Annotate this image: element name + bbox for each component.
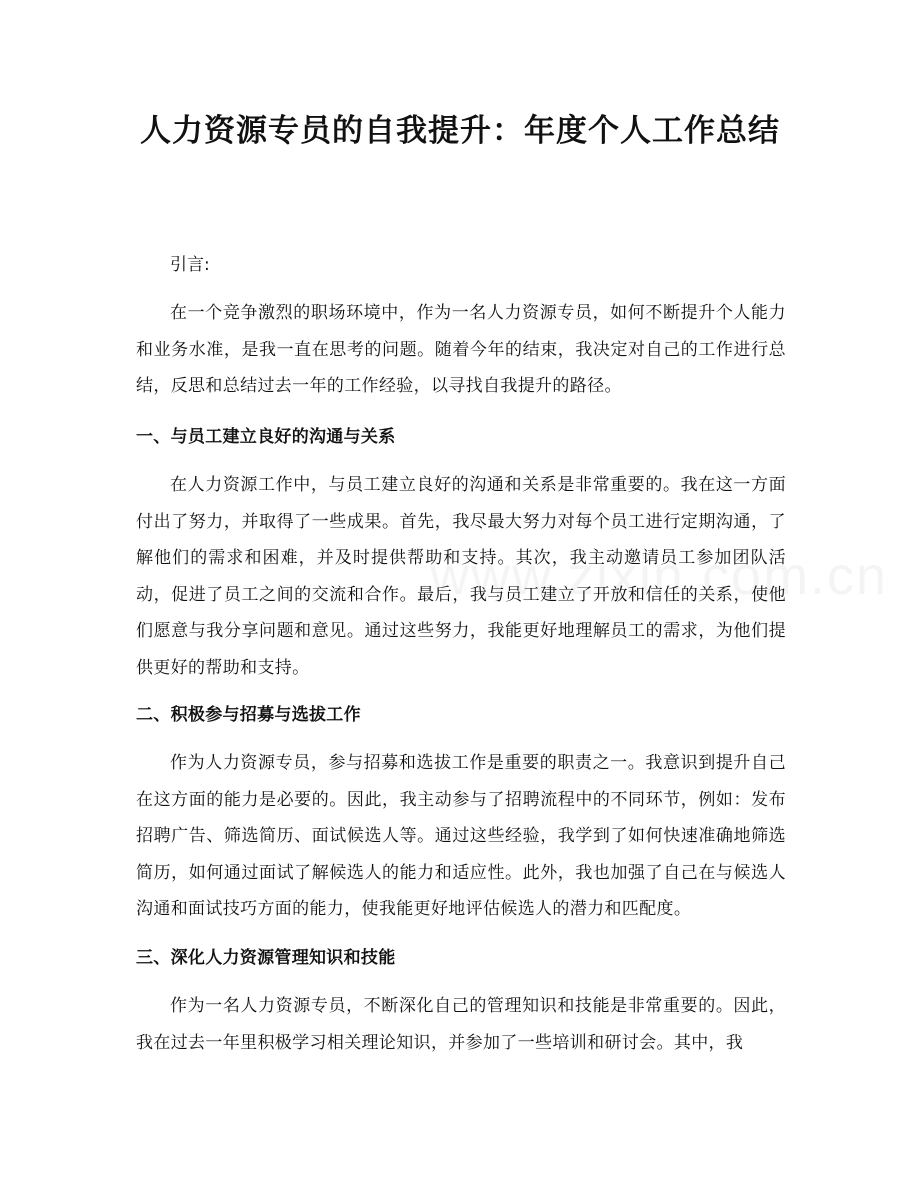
section-heading-3: 三、深化人力资源管理知识和技能: [136, 948, 396, 968]
intro-label: 引言:: [170, 255, 210, 275]
document-title: 人力资源专员的自我提升：年度个人工作总结: [140, 113, 780, 149]
intro-paragraph: 在一个竞争激烈的职场环境中，作为一名人力资源专员，如何不断提升个人能力和业务水准，是我一直在思考的问题。随着今年的结束，我决定对自己的工作进行总结，反思和总结过去一年的工作经验，以寻找自我提升的路径。: [136, 303, 786, 396]
section-heading-1: 一、与员工建立良好的沟通与关系: [136, 427, 396, 447]
section-paragraph-1: 在人力资源工作中，与员工建立良好的沟通和关系是非常重要的。我在这一方面付出了努力，并取得了一些成果。首先，我尽最大努力对每个员工进行定期沟通，了解他们的需求和困难，并及时提供帮助和支持。其次，我主动邀请员工参加团队活动，促进了员工之间的交流和合作。最后，我与员工建立了开放和信任的关系，使他们愿意与我分享问题和意见。通过这些努力，我能更好地理解员工的需求，为他们提供更好的帮助和支持。: [136, 475, 786, 678]
section-heading-2: 二、积极参与招募与选拔工作: [136, 705, 361, 725]
section-paragraph-3: 作为一名人力资源专员，不断深化自己的管理知识和技能是非常重要的。因此，我在过去一年里积极学习相关理论知识，并参加了一些培训和研讨会。其中，我: [136, 996, 786, 1053]
section-paragraph-2: 作为人力资源专员，参与招募和选拔工作是重要的职责之一。我意识到提升自己在这方面的能力是必要的。因此，我主动参与了招聘流程中的不同环节，例如：发布招聘广告、筛选简历、面试候选人等。通过这些经验，我学到了如何快速准确地筛选简历，如何通过面试了解候选人的能力和适应性。此外，我也加强了自己在与候选人沟通和面试技巧方面的能力，使我能更好地评估候选人的潜力和匹配度。: [136, 753, 786, 919]
